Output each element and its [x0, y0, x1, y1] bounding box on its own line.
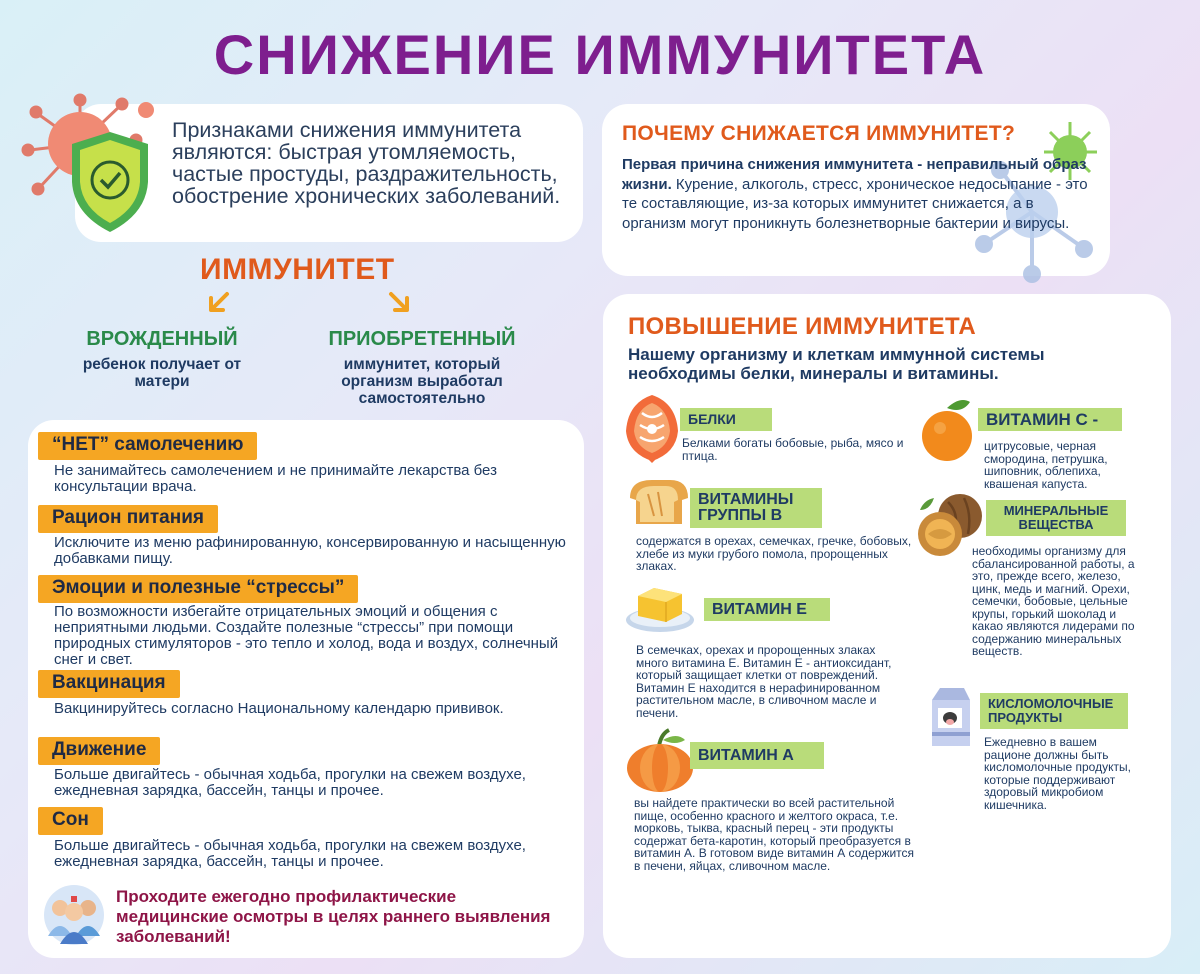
bread-icon [626, 476, 692, 528]
tip-label-movement: Движение [38, 737, 160, 765]
why-text-body: Курение, алкоголь, стресс, хроническое недосыпание - это те составляющие, из-за которых иммунитет снижается, а в организм могут проникнуть болезнетворные бактерии и вирусы. [622, 175, 1088, 232]
tip-label-vaccination: Вакцинация [38, 670, 180, 698]
why-text [622, 155, 1092, 233]
fish-steak-icon [624, 393, 680, 463]
tip-label-self-treatment: “НЕТ” самолечению [38, 432, 257, 460]
label-proteins: БЕЛКИ [680, 408, 772, 431]
acquired-title: ПРИОБРЕТЕННЫЙ [328, 328, 516, 350]
boost-subtitle: Нашему организму и клеткам иммунной системы необходимы белки, минералы и витамины. [628, 345, 1045, 383]
label-vitamin-e: ВИТАМИН Е [704, 598, 830, 621]
label-vitamin-b: ВИТАМИНЫ ГРУППЫ B [690, 488, 822, 528]
orange-icon [920, 394, 974, 464]
why-text-bold: Первая причина снижения иммунитета - неправильный образ жизни. [622, 156, 1087, 193]
butter-icon [624, 582, 696, 634]
why-title: ПОЧЕМУ СНИЖАЕТСЯ ИММУНИТЕТ? [622, 122, 1016, 145]
text-vitamin-a: вы найдете практически во всей растительной пище, особенно красного и желтого окраса, т.е. морковь, тыква, красный перец - эти продукты содержат бета-каротин, который преобразуется в витамин А. В готовом виде витамин А содержится в печени, яйцах, сливочном масле. [634, 796, 915, 873]
tip-text-sleep: Больше двигайтесь - обычная ходьба, прогулки на свежем воздухе, ежедневная зарядка, бассейн, танцы и прочее. [54, 837, 526, 870]
tip-text-self-treatment: Не занимайтесь самолечением и не принимайте лекарства без консультации врача. [54, 462, 497, 495]
boost-title: ПОВЫШЕНИЕ ИММУНИТЕТА [628, 313, 977, 340]
label-minerals: МИНЕРАЛЬНЫЕ ВЕЩЕСТВА [986, 500, 1126, 536]
tip-text-vaccination: Вакцинируйтесь согласно Национальному календарю прививок. [54, 700, 504, 717]
checkup-text: Проходите ежегодно профилактические медицинские осмотры в целях раннего выявления заболеваний! [116, 887, 551, 946]
acquired-text: иммунитет, который организм выработал самостоятельно [341, 356, 503, 407]
text-dairy: Ежедневно в вашем рационе должны быть кисломолочные продукты, которые поддерживают здоровый микробиом кишечника. [984, 735, 1131, 812]
tip-text-movement: Больше двигайтесь - обычная ходьба, прогулки на свежем воздухе, ежедневная зарядка, бассейн, танцы и прочее. [54, 766, 526, 799]
text-vitamin-b: содержатся в орехах, семечках, гречке, бобовых, хлебе из муки грубого помола, пророщенных злаках. [636, 534, 912, 573]
doctors-icon [42, 884, 106, 946]
page-title: СНИЖЕНИЕ ИММУНИТЕТА [213, 23, 987, 86]
immunity-title: ИММУНИТЕТ [200, 253, 395, 286]
tip-text-diet: Исключите из меню рафинированную, консервированную и насыщенную добавками пищу. [54, 534, 566, 567]
tip-label-emotions: Эмоции и полезные “стрессы” [38, 575, 358, 603]
label-vitamin-c: ВИТАМИН С - [978, 408, 1122, 431]
text-vitamin-c: цитрусовые, черная смородина, петрушка, шиповник, облепиха, квашеная капуста. [984, 439, 1108, 491]
signs-text: Признаками снижения иммунитета являются: быстрая утомляемость, частые простуды, раздражительность, обострение хронических заболеваний. [172, 118, 561, 208]
pumpkin-icon [625, 728, 695, 794]
tip-label-diet: Рацион питания [38, 505, 218, 533]
tip-label-sleep: Сон [38, 807, 103, 835]
label-dairy: КИСЛОМОЛОЧНЫЕ ПРОДУКТЫ [980, 693, 1128, 729]
virus-shield-icon [18, 92, 168, 242]
arrow-down-left-icon [205, 290, 231, 316]
text-vitamin-e: В семечках, орехах и пророщенных злаках много витамина Е. Витамин Е - антиоксидант, который защищает клетки от повреждений. Витамин Е находится в нерафинированном растительном масле, в сливочном масле и печени. [636, 643, 892, 720]
text-minerals: необходимы организму для сбалансированной работы, а это, прежде всего, железо, цинк, медь и магний. Орехи, семечки, бобовые, цельные крупы, горький шоколад и какао являются лидерами по содержанию минеральных веществ. [972, 544, 1135, 658]
label-vitamin-a: ВИТАМИН А [690, 742, 824, 769]
innate-text: ребенок получает от матери [82, 356, 242, 390]
arrow-down-right-icon [387, 290, 413, 316]
milk-carton-icon [924, 686, 974, 748]
text-proteins: Белками богаты бобовые, рыба, мясо и птица. [682, 436, 904, 463]
tip-text-emotions: По возможности избегайте отрицательных эмоций и общения с неприятными людьми. Создайте полезные “стрессы” при помощи природных стимуляторов - это тепло и холод, вода и воздух, солнечный снег и свет. [54, 603, 559, 668]
innate-title: ВРОЖДЕННЫЙ [86, 328, 238, 350]
